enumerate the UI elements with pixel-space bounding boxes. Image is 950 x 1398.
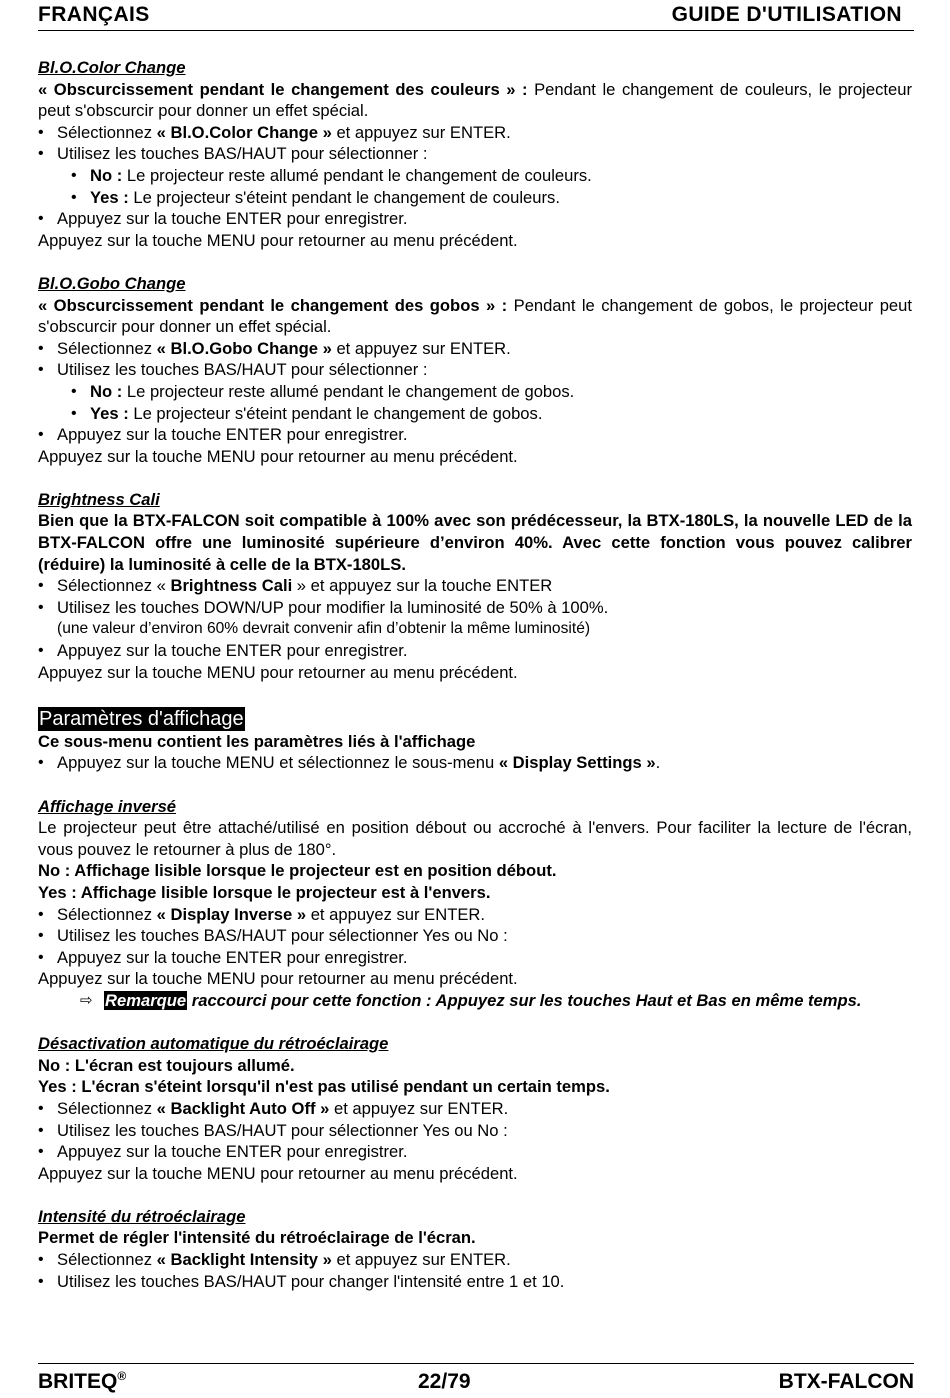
sub-bullet-list	[38, 381, 912, 424]
shortcut-note: ⇨ Remarque raccourci pour cette fonction : Appuyez sur les touches Haut et Bas en même temps.	[80, 990, 862, 1010]
bullet-list	[38, 208, 912, 230]
footer-brand: BRITEQ®	[38, 1369, 127, 1393]
page-content	[38, 57, 912, 1292]
list-item: • Appuyez sur la touche ENTER pour enregistrer.	[38, 947, 912, 969]
list-item: • Yes : Le projecteur s'éteint pendant le changement de couleurs.	[38, 187, 912, 209]
bullet-list	[38, 752, 912, 774]
bullet-list	[38, 575, 912, 618]
bullet-list	[38, 122, 912, 165]
page-footer	[38, 1363, 914, 1398]
note-tag: Remarque	[105, 990, 187, 1010]
section-title-color-change: Bl.O.Color Change	[38, 58, 186, 77]
brightness-hint: (une valeur d’environ 60% devrait convenir afin d’obtenir la même luminosité)	[57, 620, 591, 638]
section-intro: Le projecteur peut être attaché/utilisé en position débout ou accroché à l'envers. Pour faciliter la lecture de l'écran, vous pouvez le retourner à plus de 180°.	[38, 818, 912, 859]
section-intro: Ce sous-menu contient les paramètres liés à l'affichage	[38, 731, 476, 751]
footer-model: BTX-FALCON	[778, 1370, 914, 1393]
list-item: • Utilisez les touches BAS/HAUT pour sélectionner :	[38, 359, 912, 381]
list-item: • Sélectionnez « Bl.O.Color Change » et appuyez sur ENTER.	[38, 122, 912, 144]
page-header	[38, 2, 914, 31]
header-guide-title: GUIDE D'UTILISATION	[671, 3, 902, 26]
bullet-list	[38, 338, 912, 381]
list-item: • Sélectionnez « Backlight Auto Off » et appuyez sur ENTER.	[38, 1098, 912, 1120]
menu-return-text: Appuyez sur la touche MENU pour retourner au menu précédent.	[38, 662, 518, 682]
option-no: No : L'écran est toujours allumé.	[38, 1055, 295, 1075]
option-yes: Yes : L'écran s'éteint lorsqu'il n'est pas utilisé pendant un certain temps.	[38, 1077, 610, 1097]
section-intro: Bien que la BTX-FALCON soit compatible à 100% avec son prédécesseur, la BTX-180LS, la nouvelle LED de la BTX-FALCON offre une luminosité supérieure d’environ 40%. Avec cette fonction vous pouvez calibrer (réduire) la luminosité à celle de la BTX-180LS.	[38, 511, 912, 574]
bullet-list	[38, 640, 912, 662]
list-item: • Appuyez sur la touche ENTER pour enregistrer.	[38, 1141, 912, 1163]
option-no: No : Affichage lisible lorsque le projecteur est en position débout.	[38, 861, 557, 881]
bullet-list	[38, 1249, 912, 1292]
section-intro: « Obscurcissement pendant le changement des gobos » : Pendant le changement de gobos, le projecteur peut s'obscurcir pour donner un effet spécial.	[38, 295, 912, 337]
section-title-backlight-intensity: Intensité du rétroéclairage	[38, 1206, 246, 1226]
bullet-list	[38, 1098, 912, 1163]
page-number: 22/79	[418, 1370, 471, 1393]
list-item: • Sélectionnez « Brightness Cali » et appuyez sur la touche ENTER	[38, 575, 912, 597]
bullet-list	[38, 424, 912, 446]
list-item: • No : Le projecteur reste allumé pendant le changement de couleurs.	[38, 165, 912, 187]
section-intro: « Obscurcissement pendant le changement des couleurs » : Pendant le changement de couleurs, le projecteur peut s'obscurcir pour donner un effet spécial.	[38, 79, 912, 121]
list-item: • Utilisez les touches BAS/HAUT pour sélectionner :	[38, 143, 912, 165]
list-item: • Sélectionnez « Backlight Intensity » et appuyez sur ENTER.	[38, 1249, 912, 1271]
list-item: • Appuyez sur la touche ENTER pour enregistrer.	[38, 208, 912, 230]
arrow-right-icon: ⇨	[80, 991, 93, 1009]
list-item: • Utilisez les touches BAS/HAUT pour sélectionner Yes ou No :	[38, 1120, 912, 1142]
menu-return-text: Appuyez sur la touche MENU pour retourner au menu précédent.	[38, 446, 518, 466]
list-item: • Appuyez sur la touche MENU et sélectionnez le sous-menu « Display Settings ».	[38, 752, 912, 774]
section-title-gobo-change: Bl.O.Gobo Change	[38, 273, 186, 293]
menu-return-text: Appuyez sur la touche MENU pour retourner au menu précédent.	[38, 230, 518, 250]
option-yes: Yes : Affichage lisible lorsque le projecteur est à l'envers.	[38, 882, 491, 902]
list-item: • Utilisez les touches BAS/HAUT pour changer l'intensité entre 1 et 10.	[38, 1271, 912, 1293]
bullet-list	[38, 904, 912, 969]
sub-bullet-list	[38, 165, 912, 208]
list-item: • Appuyez sur la touche ENTER pour enregistrer.	[38, 424, 912, 446]
menu-return-text: Appuyez sur la touche MENU pour retourner au menu précédent.	[38, 1163, 518, 1183]
list-item: • Utilisez les touches DOWN/UP pour modifier la luminosité de 50% à 100%.	[38, 597, 912, 619]
header-language: FRANÇAIS	[38, 3, 150, 26]
list-item: • Appuyez sur la touche ENTER pour enregistrer.	[38, 640, 912, 662]
list-item: • Sélectionnez « Bl.O.Gobo Change » et appuyez sur ENTER.	[38, 338, 912, 360]
list-item: • Sélectionnez « Display Inverse » et appuyez sur ENTER.	[38, 904, 912, 926]
chapter-heading-display-settings: Paramètres d'affichage	[39, 707, 244, 730]
list-item: • Utilisez les touches BAS/HAUT pour sélectionner Yes ou No :	[38, 925, 912, 947]
menu-return-text: Appuyez sur la touche MENU pour retourner au menu précédent.	[38, 969, 518, 989]
list-item: • No : Le projecteur reste allumé pendant le changement de gobos.	[38, 381, 912, 403]
list-item: • Yes : Le projecteur s'éteint pendant le changement de gobos.	[38, 403, 912, 425]
section-title-brightness-cali: Brightness Cali	[38, 489, 160, 509]
section-title-display-inverse: Affichage inversé	[38, 796, 177, 816]
section-intro: Permet de régler l'intensité du rétroéclairage de l'écran.	[38, 1228, 476, 1248]
section-title-backlight-auto-off: Désactivation automatique du rétroéclairage	[38, 1034, 389, 1054]
